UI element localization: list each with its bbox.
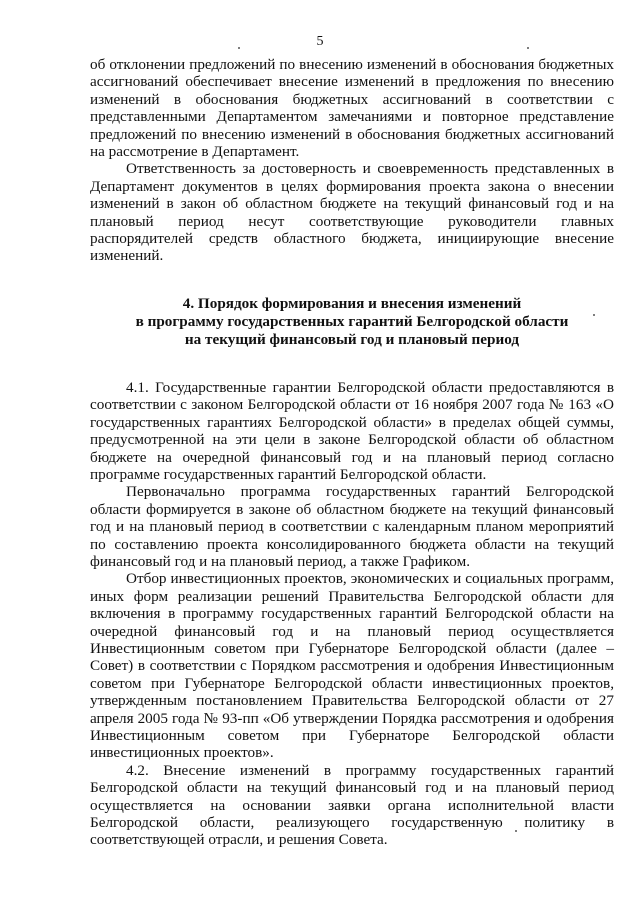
section-heading <box>90 295 614 349</box>
section-heading-line-2: в программу государственных гарантий Белгородской области <box>135 312 569 330</box>
paragraph-top-1: об отклонении предложений по внесению изменений в обоснования бюджетных ассигнований обеспечивает внесение изменений в предложения по внесению изменений в обоснования бюджетных ассигнований в соответствии с представленными Департаментом замечаниями и повторное представление предложений по внесению изменений в обоснования бюджетных ассигнований на рассмотрение в Департамент. <box>90 56 614 161</box>
paragraph-initial-formation: Первоначально программа государственных гарантий Белгородской области формируется в законе об областном бюджете на текущий финансовый год и на плановый период в соответствии с календарным планом мероприятий по составлению проекта консолидированного бюджета области на текущий финансовый год и на плановый период, а также Графиком. <box>90 483 614 570</box>
paragraph-project-selection: Отбор инвестиционных проектов, экономических и социальных программ, иных форм реализации решений Правительства Белгородской области для включения в программу государственных гарантий Белгородской области на очередной финансовый год и на плановый период осуществляется Инвестиционным советом при Губернаторе Белгородской области (далее – Совет) в соответствии с Порядком рассмотрения и одобрения Инвестиционным советом при Губернаторе Белгородской области инвестиционных проектов, утвержденным постановлением Правительства Белгородской области от 27 апреля 2005 года № 93-пп «Об утверждении Порядка рассмотрения и одобрения Инвестиционным советом при Губернаторе Белгородской области инвестиционных проектов». <box>90 570 614 762</box>
section-heading-line-3: на текущий финансовый год и плановый период <box>184 330 520 348</box>
paragraph-4-2: 4.2. Внесение изменений в программу государственных гарантий Белгородской области на текущий финансовый год и на плановый период осуществляется на основании заявки органа исполнительной власти Белгородской области, реализующего государственную политику в соответствующей отрасли, и решения Совета. <box>90 761 614 849</box>
page-number: 5 <box>316 34 324 49</box>
scan-speck <box>527 47 529 49</box>
paragraph-top-2: Ответственность за достоверность и своевременность представленных в Департамент документов в целях формирования проекта закона о внесении изменений в закон об областном бюджете на текущий финансовый год и на плановый период несут соответствующие руководители главных распорядителей средств областного бюджета, инициирующие внесение изменений. <box>90 160 614 265</box>
paragraph-4-1: 4.1. Государственные гарантии Белгородской области предоставляются в соответствии с законом Белгородской области от 16 ноября 2007 года № 163 «О государственных гарантиях Белгородской области» в пределах общей суммы, предусмотренной на эти цели в законе Белгородской области об областном бюджете на очередной финансовый год и на плановый период согласно программе государственных гарантий Белгородской области. <box>90 378 614 483</box>
scan-speck <box>238 47 240 49</box>
document-body <box>90 56 614 849</box>
section-heading-line-1: 4. Порядок формирования и внесения изменений <box>182 294 522 312</box>
